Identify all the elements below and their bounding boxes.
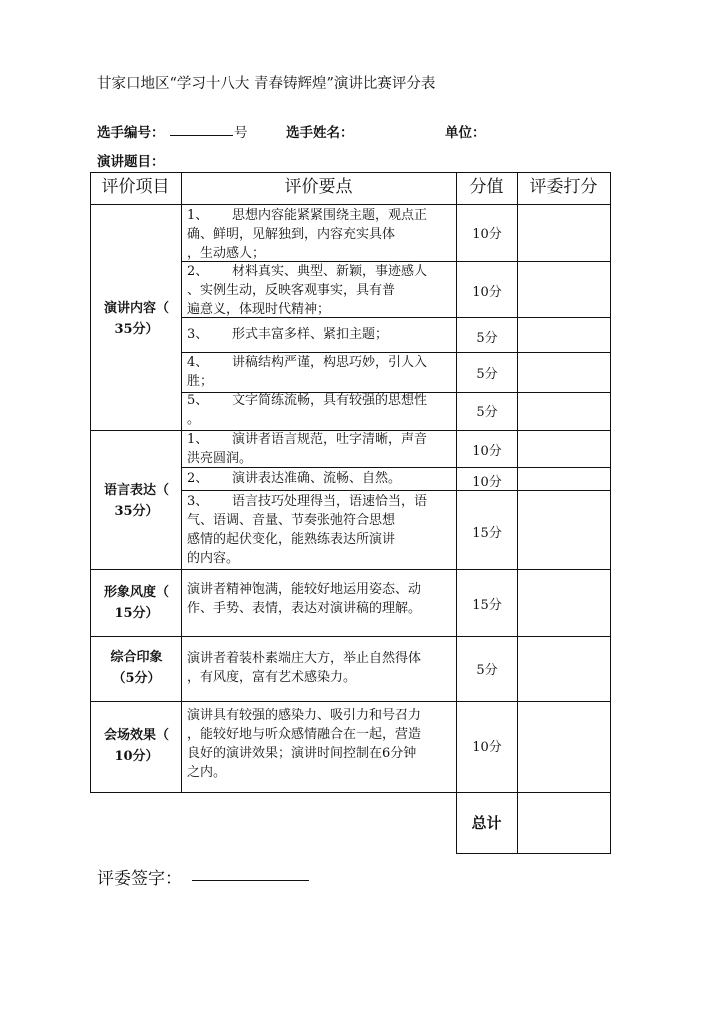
score-venue-effect: 10分 [472, 740, 502, 755]
point-appearance: 演讲者精神饱满，能较好地运用姿态、动 作、手势、表情，表达对演讲稿的理解。 [187, 582, 422, 616]
unit-label: 单位： [445, 125, 486, 141]
header-score: 分值 [469, 177, 504, 197]
score-impression: 5分 [476, 663, 498, 678]
score-appearance: 15分 [472, 598, 502, 613]
category-language: 语言表达（ 35分） [103, 483, 169, 519]
judge-score-venue-effect[interactable] [518, 702, 610, 792]
score-table [90, 172, 611, 853]
category-content: 演讲内容（ 35分） [103, 301, 169, 337]
form-title: 甘家口地区“学习十八大 青春铸辉煌”演讲比赛评分表 [97, 76, 436, 92]
score-content-3: 5分 [476, 331, 498, 346]
point-language-2: 2、 演讲表达准确、流畅、自然。 [187, 471, 402, 486]
point-impression: 演讲者着装朴素端庄大方，举止自然得体 ，有风度，富有艺术感染力。 [187, 651, 422, 685]
score-content-2: 10分 [472, 285, 502, 300]
judge-score-content-2[interactable] [518, 262, 610, 317]
point-content-1: 1、 思想内容能紧紧围绕主题，观点正 确、鲜明，见解独到，内容充实具体 ，生动感人； [187, 208, 428, 261]
judge-score-content-1[interactable] [518, 205, 610, 261]
point-content-5: 5、 文字简练流畅，具有较强的思想性 。 [187, 393, 428, 427]
point-content-3: 3、 形式丰富多样、紧扣主题； [187, 327, 389, 342]
score-content-5: 5分 [476, 405, 498, 420]
point-content-4: 4、 讲稿结构严谨，构思巧妙，引人入 胜； [187, 355, 428, 389]
topic-label: 演讲题目： [97, 154, 165, 170]
point-content-2: 2、 材料真实、典型、新颖，事迹感人 、实例生动，反映客观事实，具有普 遍意义，体现时代精神； [187, 264, 428, 317]
total-score-cell[interactable] [518, 793, 610, 853]
judge-signature-label: 评委签字： [97, 869, 182, 889]
judge-score-language-2[interactable] [518, 468, 610, 490]
category-venue-effect: 会场效果（ 10分） [103, 728, 169, 764]
score-language-3: 15分 [472, 526, 502, 541]
contestant-no-suffix: 号 [234, 125, 248, 141]
point-language-1: 1、 演讲者语言规范，吐字清晰，声音 洪亮圆润。 [187, 432, 428, 466]
judge-score-content-4[interactable] [518, 353, 610, 392]
judge-score-content-5[interactable] [518, 393, 610, 430]
point-venue-effect: 演讲具有较强的感染力、吸引力和号召力 ，能较好地与听众感情融合在一起，营造 良好的演讲效果；演讲时间控制在6分钟 之内。 [187, 708, 422, 780]
category-impression: 综合印象 （5分） [110, 650, 163, 686]
score-language-1: 10分 [472, 444, 502, 459]
judge-score-impression[interactable] [518, 637, 610, 701]
total-label: 总计 [471, 814, 502, 832]
judge-score-content-3[interactable] [518, 318, 610, 352]
header-item: 评价项目 [101, 177, 170, 197]
score-language-2: 10分 [472, 475, 502, 490]
header-points: 评价要点 [284, 177, 353, 197]
contestant-name-label: 选手姓名： [286, 125, 354, 141]
judge-score-language-1[interactable] [518, 431, 610, 467]
header-judge-score: 评委打分 [529, 177, 598, 197]
contestant-no-label: 选手编号： [97, 125, 165, 141]
contestant-no-blank[interactable] [170, 121, 233, 136]
category-appearance: 形象风度（ 15分） [103, 585, 169, 621]
score-content-4: 5分 [476, 367, 498, 382]
score-content-1: 10分 [472, 227, 502, 242]
judge-signature-line[interactable] [192, 880, 309, 881]
judge-score-appearance[interactable] [518, 570, 610, 636]
judge-score-language-3[interactable] [518, 491, 610, 569]
point-language-3: 3、 语言技巧处理得当，语速恰当，语 气、语调、音量、节奏张弛符合思想 感情的起伏变化，能熟练表达所演讲 的内容。 [187, 494, 428, 566]
